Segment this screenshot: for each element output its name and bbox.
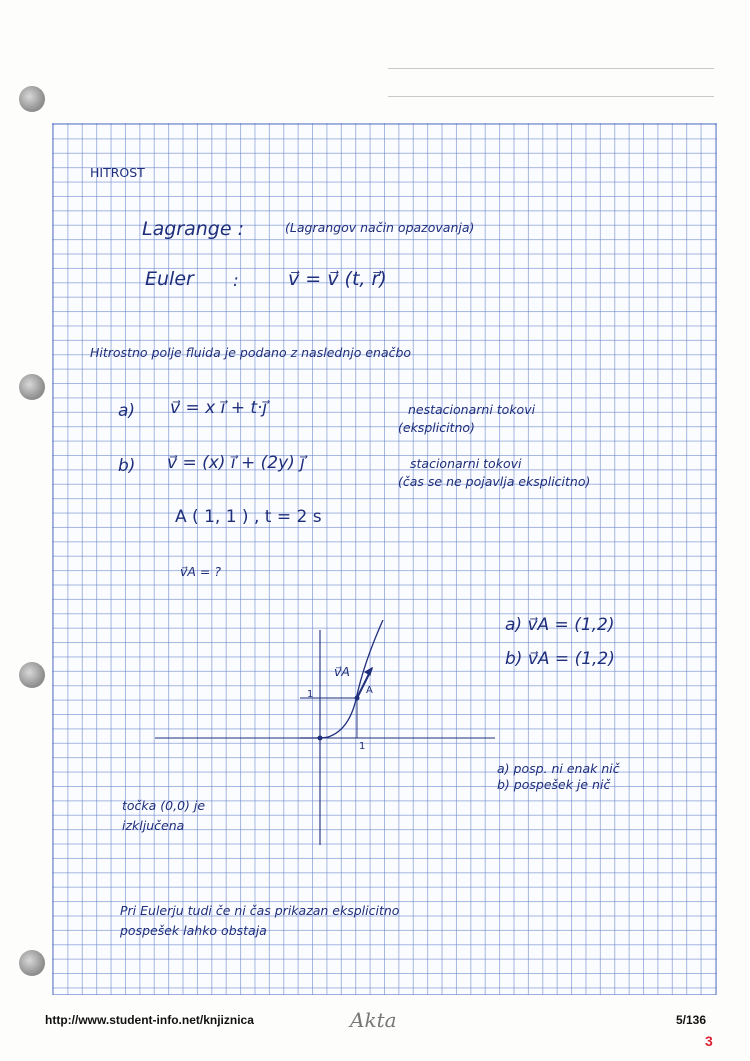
case-a-formula: v⃗ = x i⃗ + t·j⃗ [170, 398, 268, 418]
result-b: b) v⃗A = (1,2) [505, 649, 615, 669]
binder-hole-3 [19, 662, 45, 688]
euler-colon: : [233, 271, 239, 291]
heading: HITROST [90, 165, 145, 180]
origin-note-2: izključena [122, 818, 185, 833]
euler-note-1: Pri Eulerju tudi če ni čas prikazan eksplicitno [120, 903, 400, 918]
accel-b: b) pospešek je nič [497, 777, 611, 792]
origin-note-1: točka (0,0) je [122, 798, 206, 813]
vector-arrowhead [365, 668, 372, 675]
euler-note-2: pospešek lahko obstaja [120, 923, 267, 938]
accel-a: a) posp. ni enak nič [497, 761, 620, 776]
case-b-note-2: (čas se ne pojavlja eksplicitno) [398, 474, 591, 489]
case-b-formula: v⃗ = (x) i⃗ + (2y) j⃗ [167, 453, 305, 473]
point-A-dot [355, 696, 360, 701]
result-a: a) v⃗A = (1,2) [505, 615, 615, 635]
flow-curve [300, 620, 383, 738]
graph-point-label: A [366, 685, 373, 696]
footer-url[interactable]: http://www.student-info.net/knjiznica [45, 1013, 254, 1027]
euler-formula: v⃗ = v⃗ (t, r⃗) [288, 268, 387, 290]
question: v⃗A = ? [180, 564, 222, 579]
graph-tick-x: 1 [359, 741, 366, 752]
graph-vector-label: v⃗A [334, 664, 350, 679]
publisher-logo: Akta [350, 1008, 397, 1032]
graph-paper [52, 123, 717, 995]
case-a-note-1: nestacionarni tokovi [408, 402, 536, 417]
header-line-1 [388, 68, 714, 69]
page-number: 5/136 [675, 1013, 706, 1027]
case-a-label: a) [118, 401, 136, 421]
euler-label: Euler [145, 268, 194, 290]
case-b-label: b) [118, 456, 136, 476]
graph-tick-y: 1 [307, 689, 314, 700]
header-line-2 [388, 96, 714, 97]
parabola-graph [150, 620, 510, 860]
case-b-note-1: stacionarni tokovi [410, 456, 522, 471]
lagrange-note: (Lagrangov način opazovanja) [285, 220, 475, 235]
origin-point [318, 736, 323, 741]
corner-number: 3 [705, 1033, 713, 1049]
lagrange-label: Lagrange : [142, 218, 244, 240]
point-A: A ( 1, 1 ) , t = 2 s [175, 507, 322, 527]
binder-hole-1 [19, 86, 45, 112]
binder-hole-4 [19, 950, 45, 976]
binder-hole-2 [19, 374, 45, 400]
case-a-note-2: (eksplicitno) [398, 420, 475, 435]
problem-text: Hitrostno polje fluida je podano z naslednjo enačbo [90, 345, 412, 360]
